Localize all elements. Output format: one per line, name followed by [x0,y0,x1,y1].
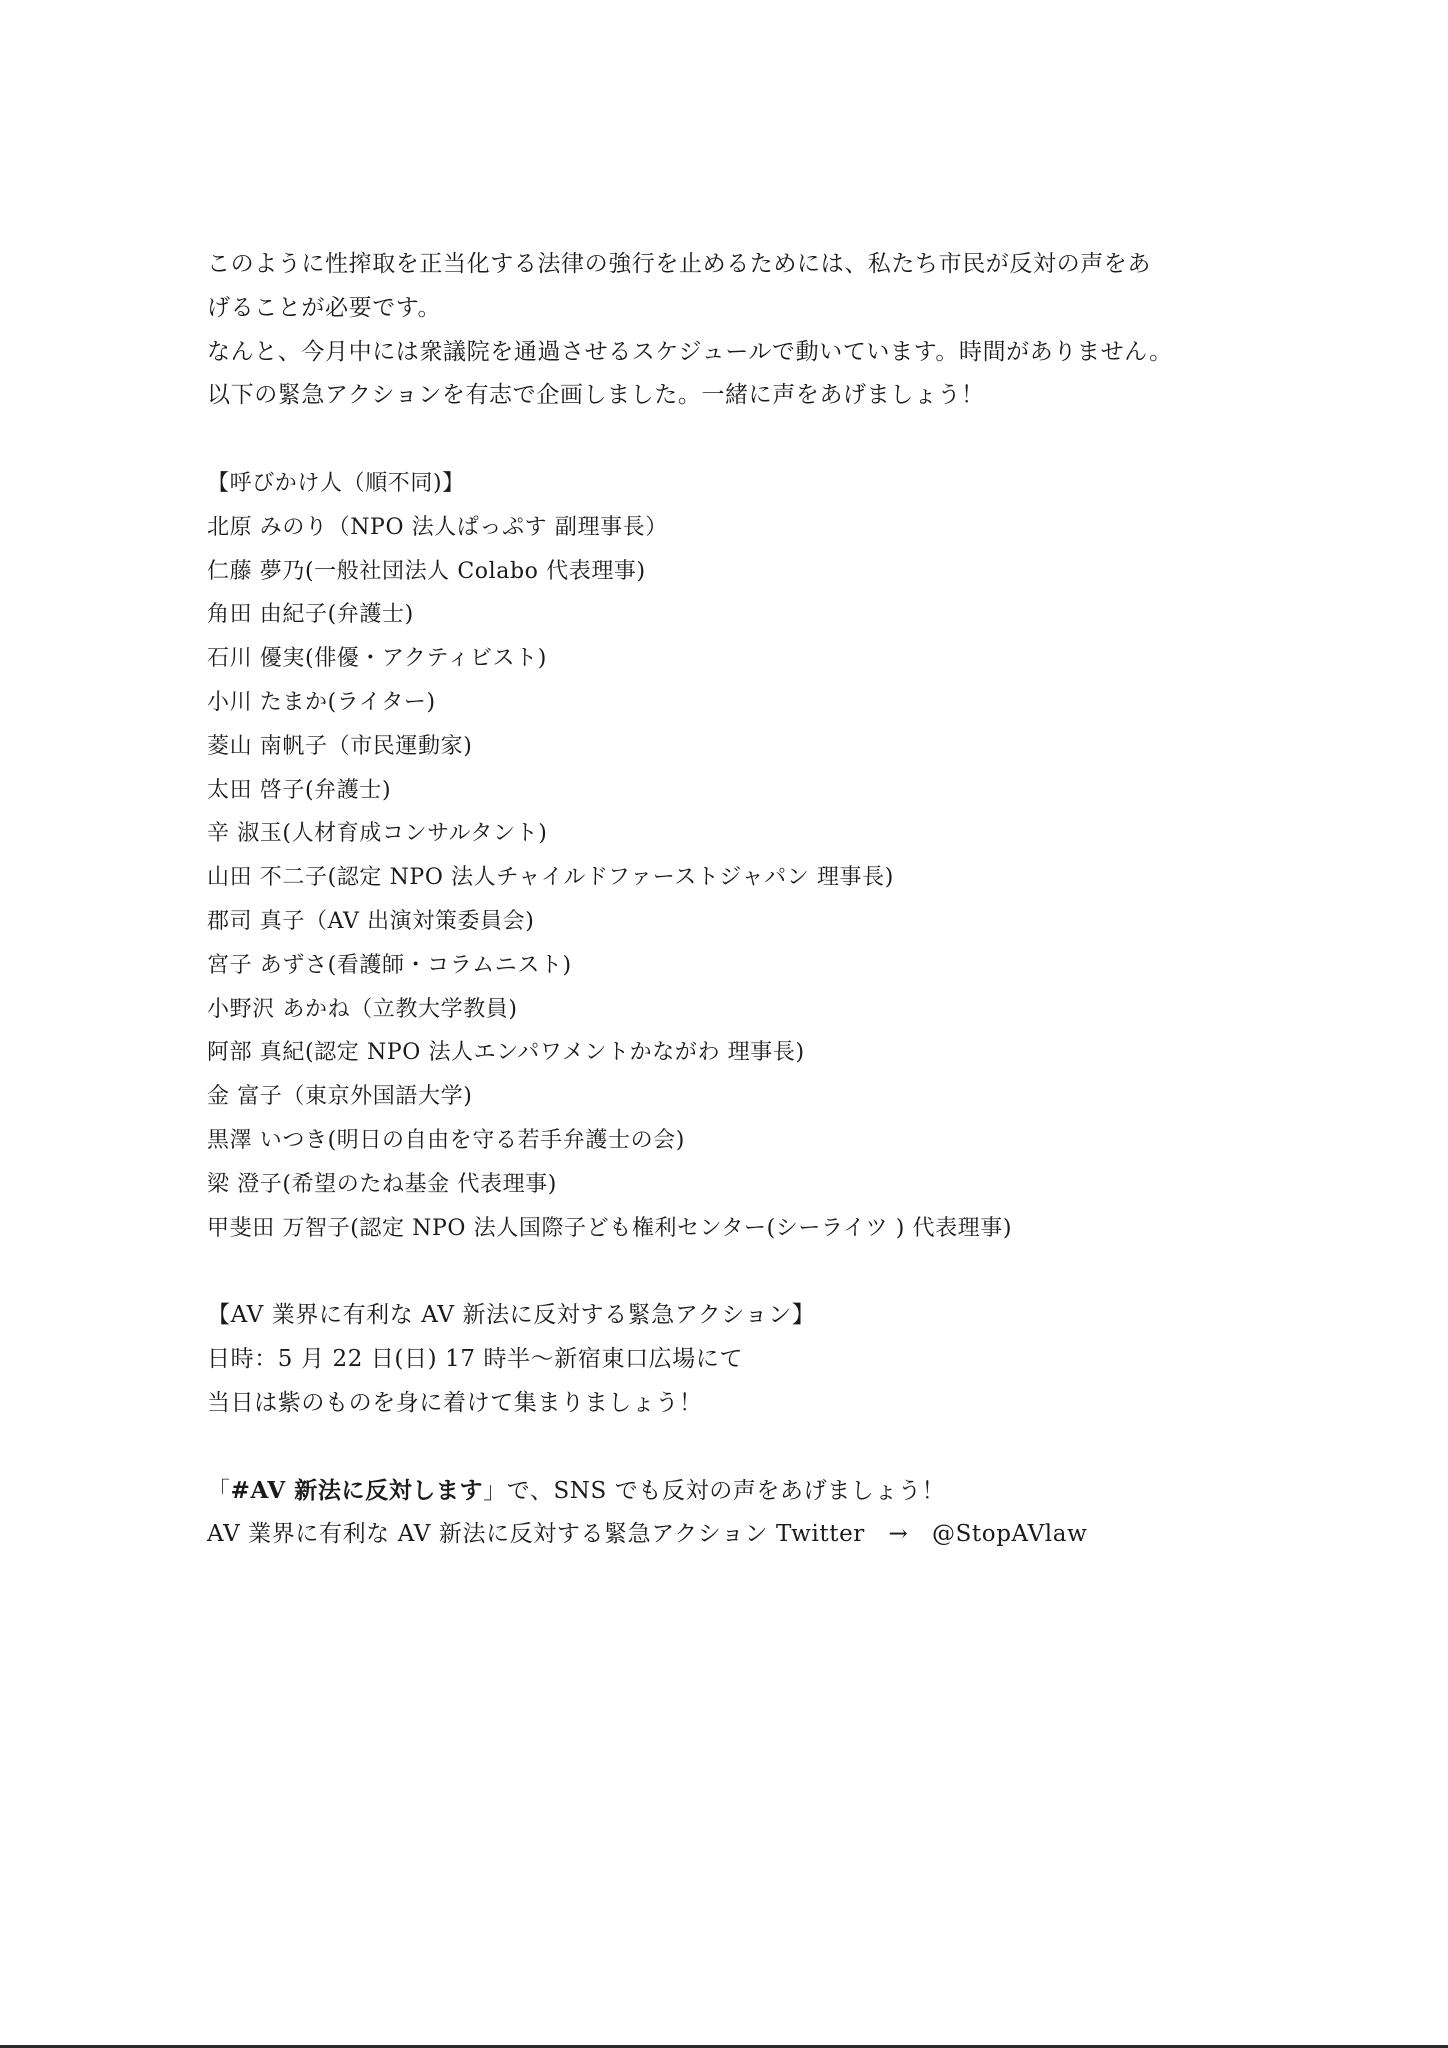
callers-section [207,462,1267,1250]
caller-name: 甲斐田 万智子(認定 NPO 法人国際子ども権利センター(シーライツ ) 代表理事) [207,1215,1013,1241]
intro-line: げることが必要です。 [207,294,442,321]
caller-name: 石川 優実(俳優・アクティビスト) [207,646,547,672]
spacer [207,1426,1267,1470]
caller-name: 辛 淑玉(人材育成コンサルタント) [207,821,548,847]
caller-name: 太田 啓子(弁護士) [207,777,392,803]
caller-name: 仁藤 夢乃(一般社団法人 Colabo 代表理事) [207,558,646,584]
caller-name: 小川 たまか(ライター) [207,689,436,715]
action-heading: 【AV 業界に有利な AV 新法に反対する緊急アクション】 [207,1302,816,1329]
intro-line: なんと、今月中には衆議院を通過させるスケジュールで動いています。時間がありません。 [207,338,1173,365]
action-datetime: 日時：5 月 22 日(日) 17 時半～新宿東口広場にて [207,1345,744,1372]
intro-line: 以下の緊急アクションを有志で企画しました。一緒に声をあげましょう！ [207,382,985,409]
caller-name: 黒澤 いつき(明日の自由を守る若手弁護士の会) [207,1127,685,1153]
caller-name: 金 富子（東京外国語大学) [207,1084,473,1110]
caller-name: 阿部 真紀(認定 NPO 法人エンパワメントかながわ 理事長) [207,1040,805,1066]
hashtag: #AV 新法に反対します [230,1477,484,1505]
caller-name: 梁 澄子(希望のたね基金 代表理事) [207,1171,557,1197]
callers-heading: 【呼びかけ人（順不同)】 [207,470,465,496]
sns-call: 」で、SNS でも反対の声をあげましょう！ [483,1478,946,1505]
action-section [207,1294,1267,1425]
spacer [207,1250,1267,1294]
intro-paragraph [207,243,1267,418]
spacer [207,418,1267,462]
sns-section [207,1469,1267,1557]
sns-hashtag-line [207,1469,1267,1513]
caller-name: 小野沢 あかね（立教大学教員) [207,996,518,1022]
caller-name: 宮子 あずさ(看護師・コラムニスト) [207,952,572,978]
twitter-line: AV 業界に有利な AV 新法に反対する緊急アクション Twitter → @StopAVlaw [207,1521,1088,1548]
intro-line: このように性搾取を正当化する法律の強行を止めるためには、私たち市民が反対の声をあ [207,251,1151,277]
caller-name: 菱山 南帆子（市民運動家) [207,733,473,759]
caller-name: 郡司 真子（AV 出演対策委員会) [207,908,535,934]
caller-name: 角田 由紀子(弁護士) [207,602,414,628]
document-body [207,243,1267,1557]
action-note: 当日は紫のものを身に着けて集まりましょう！ [207,1389,703,1416]
open-quote: 「 [207,1478,231,1505]
caller-name: 山田 不二子(認定 NPO 法人チャイルドファーストジャパン 理事長) [207,865,894,891]
caller-name: 北原 みのり（NPO 法人ぱっぷす 副理事長） [207,514,668,540]
